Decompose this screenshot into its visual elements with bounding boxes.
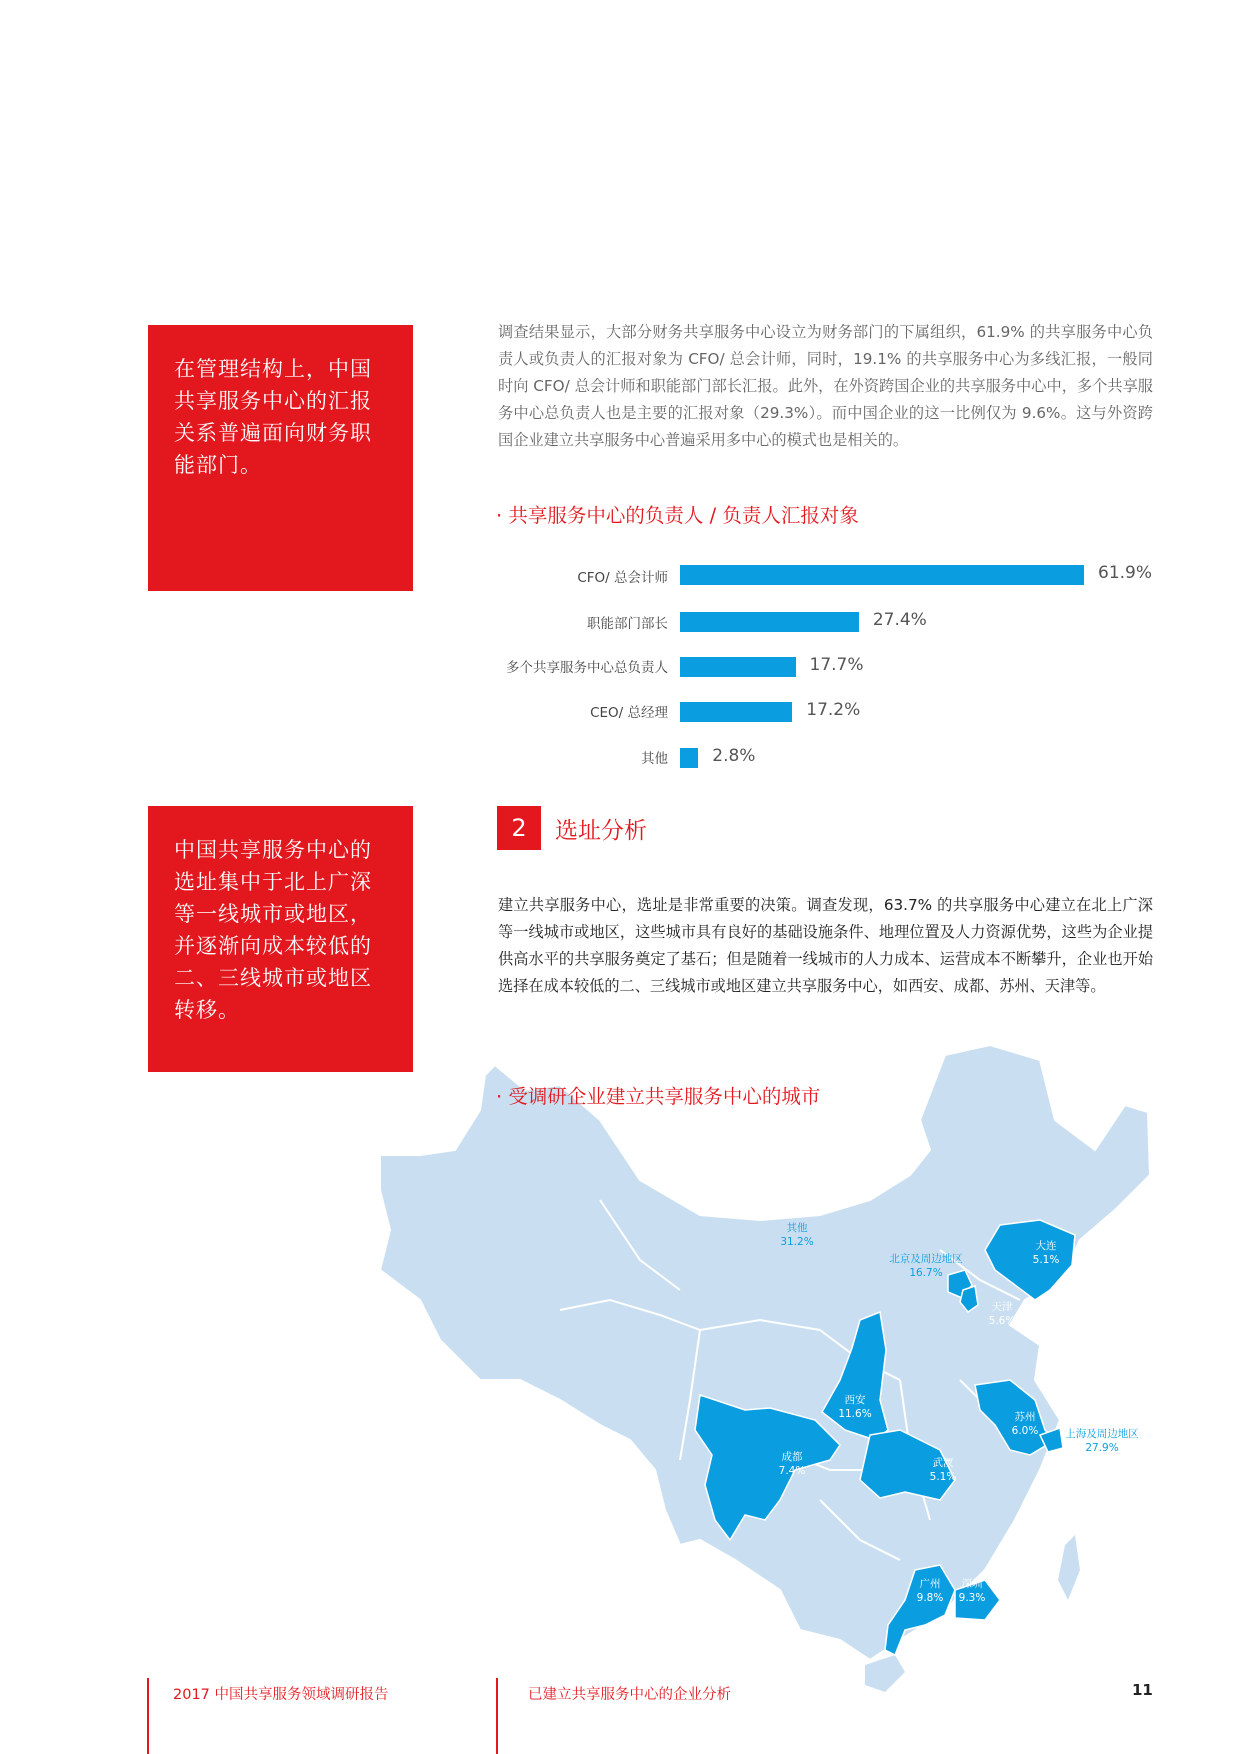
map-label-beijing-value: 16.7%	[909, 1267, 943, 1279]
bar-label-other: 其他	[641, 751, 668, 767]
map-title: · 受调研企业建立共享服务中心的城市	[496, 1085, 821, 1108]
bar-value-cfo: 61.9%	[1098, 563, 1153, 583]
map-label-tianjin-value: 5.6%	[988, 1315, 1016, 1327]
map-label-shenzhen-value: 9.3%	[958, 1592, 986, 1604]
map-taiwan	[1058, 1535, 1080, 1600]
section-number-badge: 2	[497, 806, 541, 850]
bar-value-function-head: 27.4%	[872, 610, 927, 630]
map-label-suzhou-value: 6.0%	[1011, 1425, 1039, 1437]
map-label-shanghai-value: 27.9%	[1085, 1442, 1119, 1454]
map-label-wuhan-name: 武汉	[932, 1457, 954, 1469]
bar-label-ceo: CEO/ 总经理	[590, 705, 668, 721]
bar-value-other: 2.8%	[712, 746, 756, 766]
map-label-chengdu-name: 成都	[781, 1451, 803, 1463]
section-title: 选址分析	[555, 818, 647, 844]
map-label-shenzhen-name: 深圳	[961, 1578, 983, 1590]
bar-label-multi-center-head: 多个共享服务中心总负责人	[506, 660, 668, 676]
footer-divider-right	[496, 1678, 498, 1754]
map-label-other-value: 31.2%	[780, 1236, 814, 1248]
map-label-xian-name: 西安	[844, 1394, 866, 1406]
map-label-xian-value: 11.6%	[838, 1408, 872, 1420]
bar-label-function-head: 职能部门部长	[587, 616, 668, 632]
map-label-beijing-name: 北京及周边地区	[889, 1253, 963, 1265]
map-label-dalian-value: 5.1%	[1032, 1254, 1060, 1266]
footer-report-title: 2017 中国共享服务领域调研报告	[173, 1687, 389, 1703]
callout-location: 中国共享服务中心的选址集中于北上广深等一线城市或地区，并逐渐向成本较低的二、三线城市或地区转移。	[148, 806, 413, 1072]
map-label-guangzhou-name: 广州	[919, 1578, 941, 1590]
map-label-tianjin-name: 天津	[991, 1301, 1013, 1313]
footer-divider-left	[147, 1678, 149, 1754]
map-label-suzhou-name: 苏州	[1014, 1411, 1036, 1423]
callout-management-structure: 在管理结构上，中国共享服务中心的汇报关系普遍面向财务职能部门。	[148, 325, 413, 591]
location-paragraph: 建立共享服务中心，选址是非常重要的决策。调查发现，63.7% 的共享服务中心建立在北上广深等一线城市或地区，这些城市具有良好的基础设施条件、地理位置及人力资源优势，这些为企业提供高水平的共享服务奠定了基石；但是随着一线城市的人力成本、运营成本不断攀升，企业也开始选择在成本较低的二、三线城市或地区建立共享服务中心，如西安、成都、苏州、天津等。	[498, 896, 1153, 995]
map-label-guangzhou-value: 9.8%	[916, 1592, 944, 1604]
bar-label-cfo: CFO/ 总会计师	[577, 570, 668, 586]
bar-value-multi-center-head: 17.7%	[809, 655, 864, 675]
footer-section-name: 已建立共享服务中心的企业分析	[528, 1687, 731, 1703]
map-base-shape	[380, 1045, 1150, 1660]
intro-paragraph: 调查结果显示，大部分财务共享服务中心设立为财务部门的下属组织，61.9% 的共享服务中心负责人或负责人的汇报对象为 CFO/ 总会计师，同时，19.1% 的共享服务中心为多线汇报，一般同时向 CFO/ 总会计师和职能部门部长汇报。此外，在外资跨国企业的共享服务中心中，多个共享服务中心总负责人也是主要的汇报对象（29.3%）。而中国企业的这一比例仅为 9.6%。这与外资跨国企业建立共享服务中心普遍采用多中心的模式也是相关的。	[498, 323, 1153, 449]
map-label-wuhan-value: 5.1%	[929, 1471, 957, 1483]
map-hainan	[865, 1655, 905, 1692]
map-label-other-name: 其他	[786, 1222, 808, 1234]
chart1-title: · 共享服务中心的负责人 / 负责人汇报对象	[496, 504, 859, 527]
map-label-shanghai-name: 上海及周边地区	[1065, 1428, 1139, 1440]
page-number: 11	[1132, 1681, 1153, 1699]
map-label-dalian-name: 大连	[1035, 1240, 1057, 1252]
bar-value-ceo: 17.2%	[806, 700, 861, 720]
map-label-chengdu-value: 7.4%	[778, 1465, 806, 1477]
